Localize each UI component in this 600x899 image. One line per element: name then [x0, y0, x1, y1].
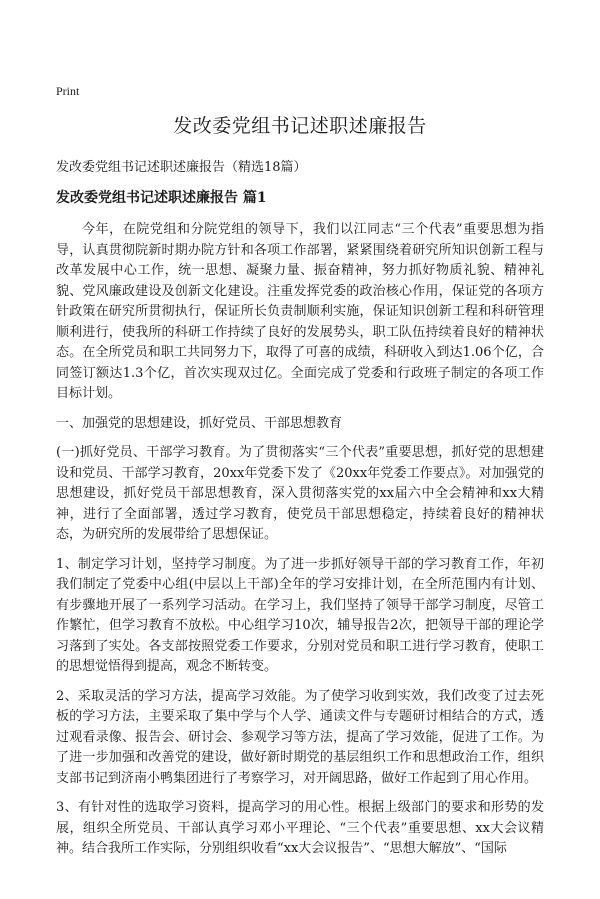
- print-link[interactable]: Print: [56, 84, 80, 98]
- paragraph-study-materials: 3、有针对性的选取学习资料，提高学习的用心性。根据上级部门的要求和形势的发展，组织全所党员、干部认真学习邓小平理论、“三个代表”重要思想、xx大会议精神。结合我所工作实际，分别组织收看“xx大会议报告”、“思想大解放”、“国际: [56, 800, 544, 856]
- section-one-heading: 一、加强党的思想建设，抓好党员、干部思想教育: [56, 415, 343, 431]
- paragraph-study-education: (一)抓好党员、干部学习教育。为了贯彻落实“三个代表”重要思想，抓好党的思想建设和党员、干部学习教育，20xx年党委下发了《20xx年党委工作要点》。对加强党的思想建设，抓好党员干部思想教育，深入贯彻落实党的xx届六中全会精神和xx大精神，进行了全面部署，透过学习教育，使党员干部思想稳定，持续着良好的精神状态，为研究所的发展带给了思想保证。: [56, 445, 544, 542]
- section-heading: 发改委党组书记述职述廉报告 篇1: [56, 190, 267, 206]
- document-title: 发改委党组书记述职述廉报告: [173, 115, 427, 137]
- paragraph-study-method: 2、采取灵活的学习方法，提高学习效能。为了使学习收到实效，我们改变了过去死板的学习方法，主要采取了集中学与个人学、通读文件与专题研讨相结合的方式，透过观看录像、报告会、研讨会、参观学习等方法，提高了学习效能，促进了工作。为了进一步加强和改善党的建设，做好新时期党的基层组织工作和思想政治工作，组织支部书记到济南小鸭集团进行了考察学习，对开阔思路，做好工作起到了用心作用。: [56, 688, 544, 786]
- intro-paragraph: 今年，在院党组和分院党组的领导下，我们以江同志“三个代表”重要思想为指导，认真贯彻院新时期办院方针和各项工作部署，紧紧围绕着研究所知识创新工程与改革发展中心工作，统一思想、凝聚力量、振奋精神，努力抓好物质礼貌、精神礼貌、党风廉政建设及创新文化建设。注重发挥党委的政治核心作用，保证党的各项方针政策在研究所贯彻执行，保证所长负责制顺利实施，保证知识创新工程和科研管理顺利进行，使我所的科研工作持续了良好的发展势头，职工队伍持续着良好的精神状态。在全所党员和职工共同努力下，取得了可喜的成绩，科研收入到达1.06个亿，合同签订额达1.3个亿，首次实现双过亿。全面完成了党委和行政班子制定的各项工作目标计划。: [56, 222, 544, 401]
- paragraph-study-plan: 1、制定学习计划，坚持学习制度。为了进一步抓好领导干部的学习教育工作，年初我们制定了党委中心组(中层以上干部)全年的学习安排计划，在全所范围内有计划、有步骤地开展了一系列学习活动。在学习上，我们坚持了领导干部学习制度，尽管工作繁忙，但学习教育不放松。中心组学习10次，辅导报告2次，把领导干部的理论学习落到了实处。各支部按照党委工作要求，分别对党员和职工进行学习教育，使职工的思想觉悟得到提高，观念不断转变。: [56, 556, 544, 674]
- document-subtitle: 发改委党组书记述职述廉报告（精选18篇）: [56, 160, 307, 175]
